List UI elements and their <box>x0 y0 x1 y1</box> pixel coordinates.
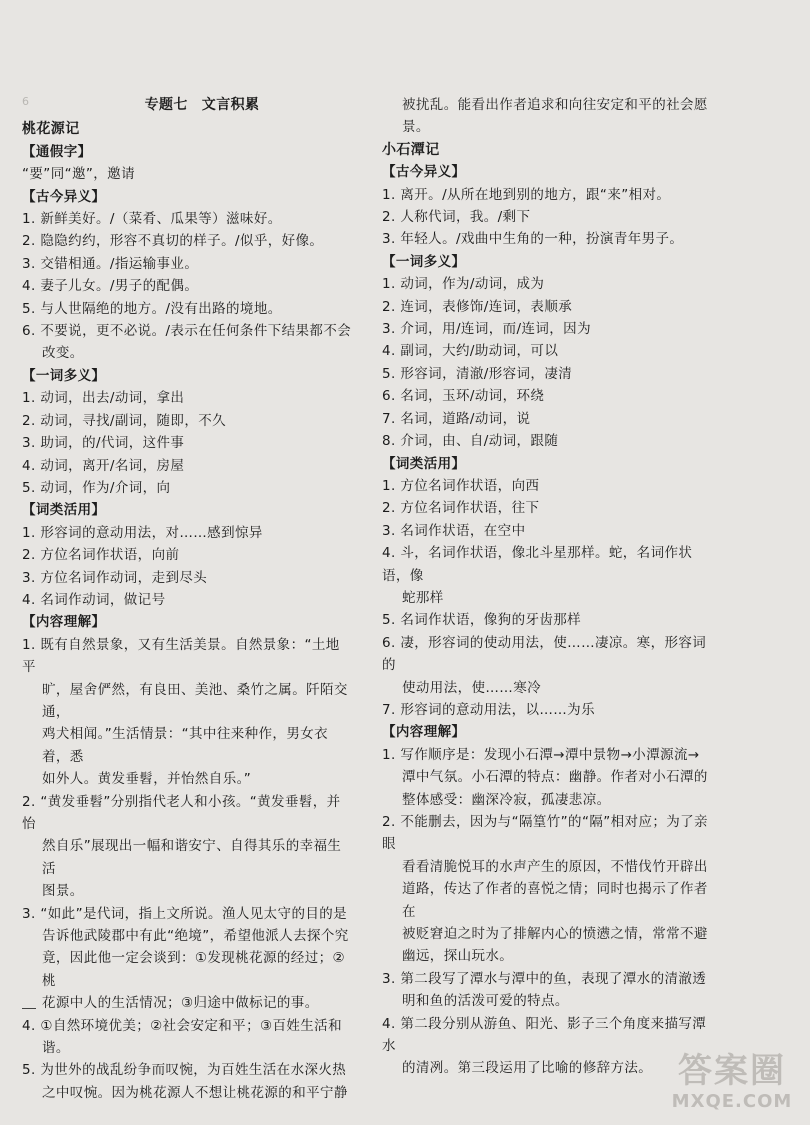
left-column <box>22 94 352 1104</box>
paragraph-line: 谐。 <box>42 1040 70 1057</box>
list-item: 3. 方位名词作动词，走到尽头 <box>22 569 208 586</box>
topic-title: 文言积累 <box>201 97 260 113</box>
list-item: 8. 介词，由、自/动词，跟随 <box>382 433 559 450</box>
section-header: 【一词多义】 <box>382 253 466 270</box>
list-item: 4. 妻子儿女。/男子的配偶。 <box>22 278 199 295</box>
section-header: 【古今异义】 <box>22 188 106 205</box>
paragraph-line: 幽远，探山玩水。 <box>402 948 514 965</box>
page-title <box>22 94 352 116</box>
paragraph-line: 然自乐”展现出一幅和谐安宁、自得其乐的幸福生活 <box>42 838 342 877</box>
paragraph-line: 被贬窘迫之时为了排解内心的愤懑之情，常常不避 <box>402 926 708 943</box>
paragraph-line: 明和鱼的活泼可爱的特点。 <box>402 993 569 1010</box>
paragraph-line: 整体感受：幽深冷寂，孤凄悲凉。 <box>402 791 611 808</box>
paragraph-line: 4. 第二段分别从游鱼、阳光、影子三个角度来描写潭水 <box>382 1015 707 1055</box>
paragraph-line: 2. “黄发垂髫”分别指代老人和小孩。“黄发垂髫，并怡 <box>22 793 341 832</box>
paragraph-line: 竟，因此他一定会谈到：①发现桃花源的经过；②桃 <box>42 950 346 989</box>
section-header: 【通假字】 <box>22 143 92 160</box>
right-column <box>382 94 712 1080</box>
paragraph-line: 2. 不能删去，因为与“隔篁竹”的“隔”相对应；为了亲眼 <box>382 814 708 853</box>
section-header: 【词类活用】 <box>382 455 466 472</box>
paragraph-line: 之中叹惋。因为桃花源人不想让桃花源的和平宁静 <box>42 1084 348 1101</box>
paragraph-line: 告诉他武陵郡中有此“绝境”，希望他派人去探个究 <box>42 928 349 945</box>
list-item: 6. 名词，玉环/动词，环绕 <box>382 388 545 405</box>
list-item: 5. 动词，作为/介词，向 <box>22 479 171 496</box>
paragraph-line: 旷，屋舍俨然，有良田、美池、桑竹之属。阡陌交通， <box>42 681 348 720</box>
paragraph-line: 花源中人的生活情况；③归途中做标记的事。 <box>42 995 319 1012</box>
list-item: 1. 动词，出去/动词，拿出 <box>22 390 185 407</box>
section-header: 【内容理解】 <box>22 614 106 631</box>
list-item: 7. 名词，道路/动词，说 <box>382 410 531 427</box>
footnote-rule <box>22 1008 36 1009</box>
list-item: 1. 动词，作为/动词，成为 <box>382 276 545 293</box>
list-item-continued: 使动用法，使……寒冷 <box>402 679 541 696</box>
list-item: 7. 形容词的意动用法，以……为乐 <box>382 701 595 718</box>
list-item: 6. 凄，形容词的使动用法，使……凄凉。寒，形容词的 <box>382 634 707 674</box>
paragraph-line: 如外人。黄发垂髫，并怡然自乐。” <box>42 771 252 788</box>
paragraph-line: 4. ①自然环境优美；②社会安定和平；③百姓生活和 <box>22 1017 342 1034</box>
paragraph-line: 道路，传达了作者的喜悦之情；同时也揭示了作者在 <box>402 881 708 920</box>
paragraph-line: 潭中气氛。小石潭的特点：幽静。作者对小石潭的 <box>402 769 708 786</box>
list-item: 2. 连词，表修饰/连词，表顺承 <box>382 298 573 315</box>
list-item: 3. 年轻人。/戏曲中生角的一种，扮演青年男子。 <box>382 231 684 248</box>
list-item: 4. 名词作动词，做记号 <box>22 591 166 608</box>
list-item: 2. 方位名词作状语，往下 <box>382 500 540 517</box>
paragraph-line: 5. 为世外的战乱纷争而叹惋，为百姓生活在水深火热 <box>22 1062 347 1079</box>
section-header: 【一词多义】 <box>22 367 106 384</box>
page-number: 6 <box>22 95 29 108</box>
list-item-continued: 蛇那样 <box>402 589 444 606</box>
list-item: 5. 与人世隔绝的地方。/没有出路的境地。 <box>22 300 282 317</box>
list-item: 4. 副词，大约/助动词，可以 <box>382 343 559 360</box>
paragraph-line: 景。 <box>402 119 430 136</box>
article-title-taohuayuan: 桃花源记 <box>22 121 80 138</box>
watermark-url: MXQE.COM <box>671 1091 793 1112</box>
paragraph-line: 图景。 <box>42 883 84 900</box>
list-item: 1. 方位名词作状语，向西 <box>382 477 540 494</box>
list-item: 5. 形容词，清澈/形容词，凄清 <box>382 365 573 382</box>
list-item: 2. 人称代词，我。/剩下 <box>382 209 531 226</box>
section-header: 【内容理解】 <box>382 724 466 741</box>
paragraph-line: 的清冽。第三段运用了比喻的修辞方法。 <box>402 1060 653 1077</box>
list-item: 1. 离开。/从所在地到别的地方，跟“来”相对。 <box>382 186 671 203</box>
watermark-logo <box>662 1051 802 1119</box>
article-title-xiaoshitan: 小石潭记 <box>382 141 440 158</box>
paragraph-line: 1. 写作顺序是：发现小石潭→潭中景物→小潭源流→ <box>382 746 700 763</box>
list-item: 2. 方位名词作状语，向前 <box>22 547 180 564</box>
list-item: 4. 动词，离开/名词，房屋 <box>22 457 185 474</box>
list-item: 4. 斗，名词作状语，像北斗星那样。蛇，名词作状语，像 <box>382 545 693 584</box>
list-item: 3. 交错相通。/指运输事业。 <box>22 255 199 272</box>
list-item: 2. 隐隐约约，形容不真切的样子。/似乎，好像。 <box>22 233 324 250</box>
topic-label: 专题七 <box>144 97 188 113</box>
paragraph-line: 1. 既有自然景象，又有生活美景。自然景象：“土地平 <box>22 636 340 676</box>
list-item: 1. 新鲜美好。/（菜肴、瓜果等）滋味好。 <box>22 211 282 228</box>
list-item: 5. 名词作状语，像狗的牙齿那样 <box>382 612 582 629</box>
list-item: 3. 助词，的/代词，这件事 <box>22 435 185 452</box>
list-item: 2. 动词，寻找/副词，随即，不久 <box>22 412 227 429</box>
list-item: 1. 形容词的意动用法，对……感到惊异 <box>22 524 263 541</box>
list-item: 3. 名词作状语，在空中 <box>382 522 526 539</box>
paragraph-line: 3. 第二段写了潭水与潭中的鱼，表现了潭水的清澈透 <box>382 970 707 987</box>
paragraph-line: 3. “如此”是代词，指上文所说。渔人见太守的目的是 <box>22 905 348 922</box>
section-header: 【古今异义】 <box>382 164 466 181</box>
list-item: 3. 介词，用/连词，而/连词，因为 <box>382 321 591 338</box>
list-item: 6. 不要说，更不必说。/表示在任何条件下结果都不会 <box>22 323 352 340</box>
watermark-text: 答案圈 <box>678 1051 786 1091</box>
list-item: “要”同“邀”，邀请 <box>22 166 135 183</box>
paragraph-line: 看看清脆悦耳的水声产生的原因，不惜伐竹开辟出 <box>402 858 708 875</box>
paragraph-line: 鸡犬相闻。”生活情景：“其中往来种作，男女衣着，悉 <box>42 726 329 765</box>
section-header: 【词类活用】 <box>22 502 106 519</box>
paragraph-line: 被扰乱。能看出作者追求和向往安定和平的社会愿 <box>402 97 708 113</box>
list-item-continued: 改变。 <box>42 345 84 362</box>
